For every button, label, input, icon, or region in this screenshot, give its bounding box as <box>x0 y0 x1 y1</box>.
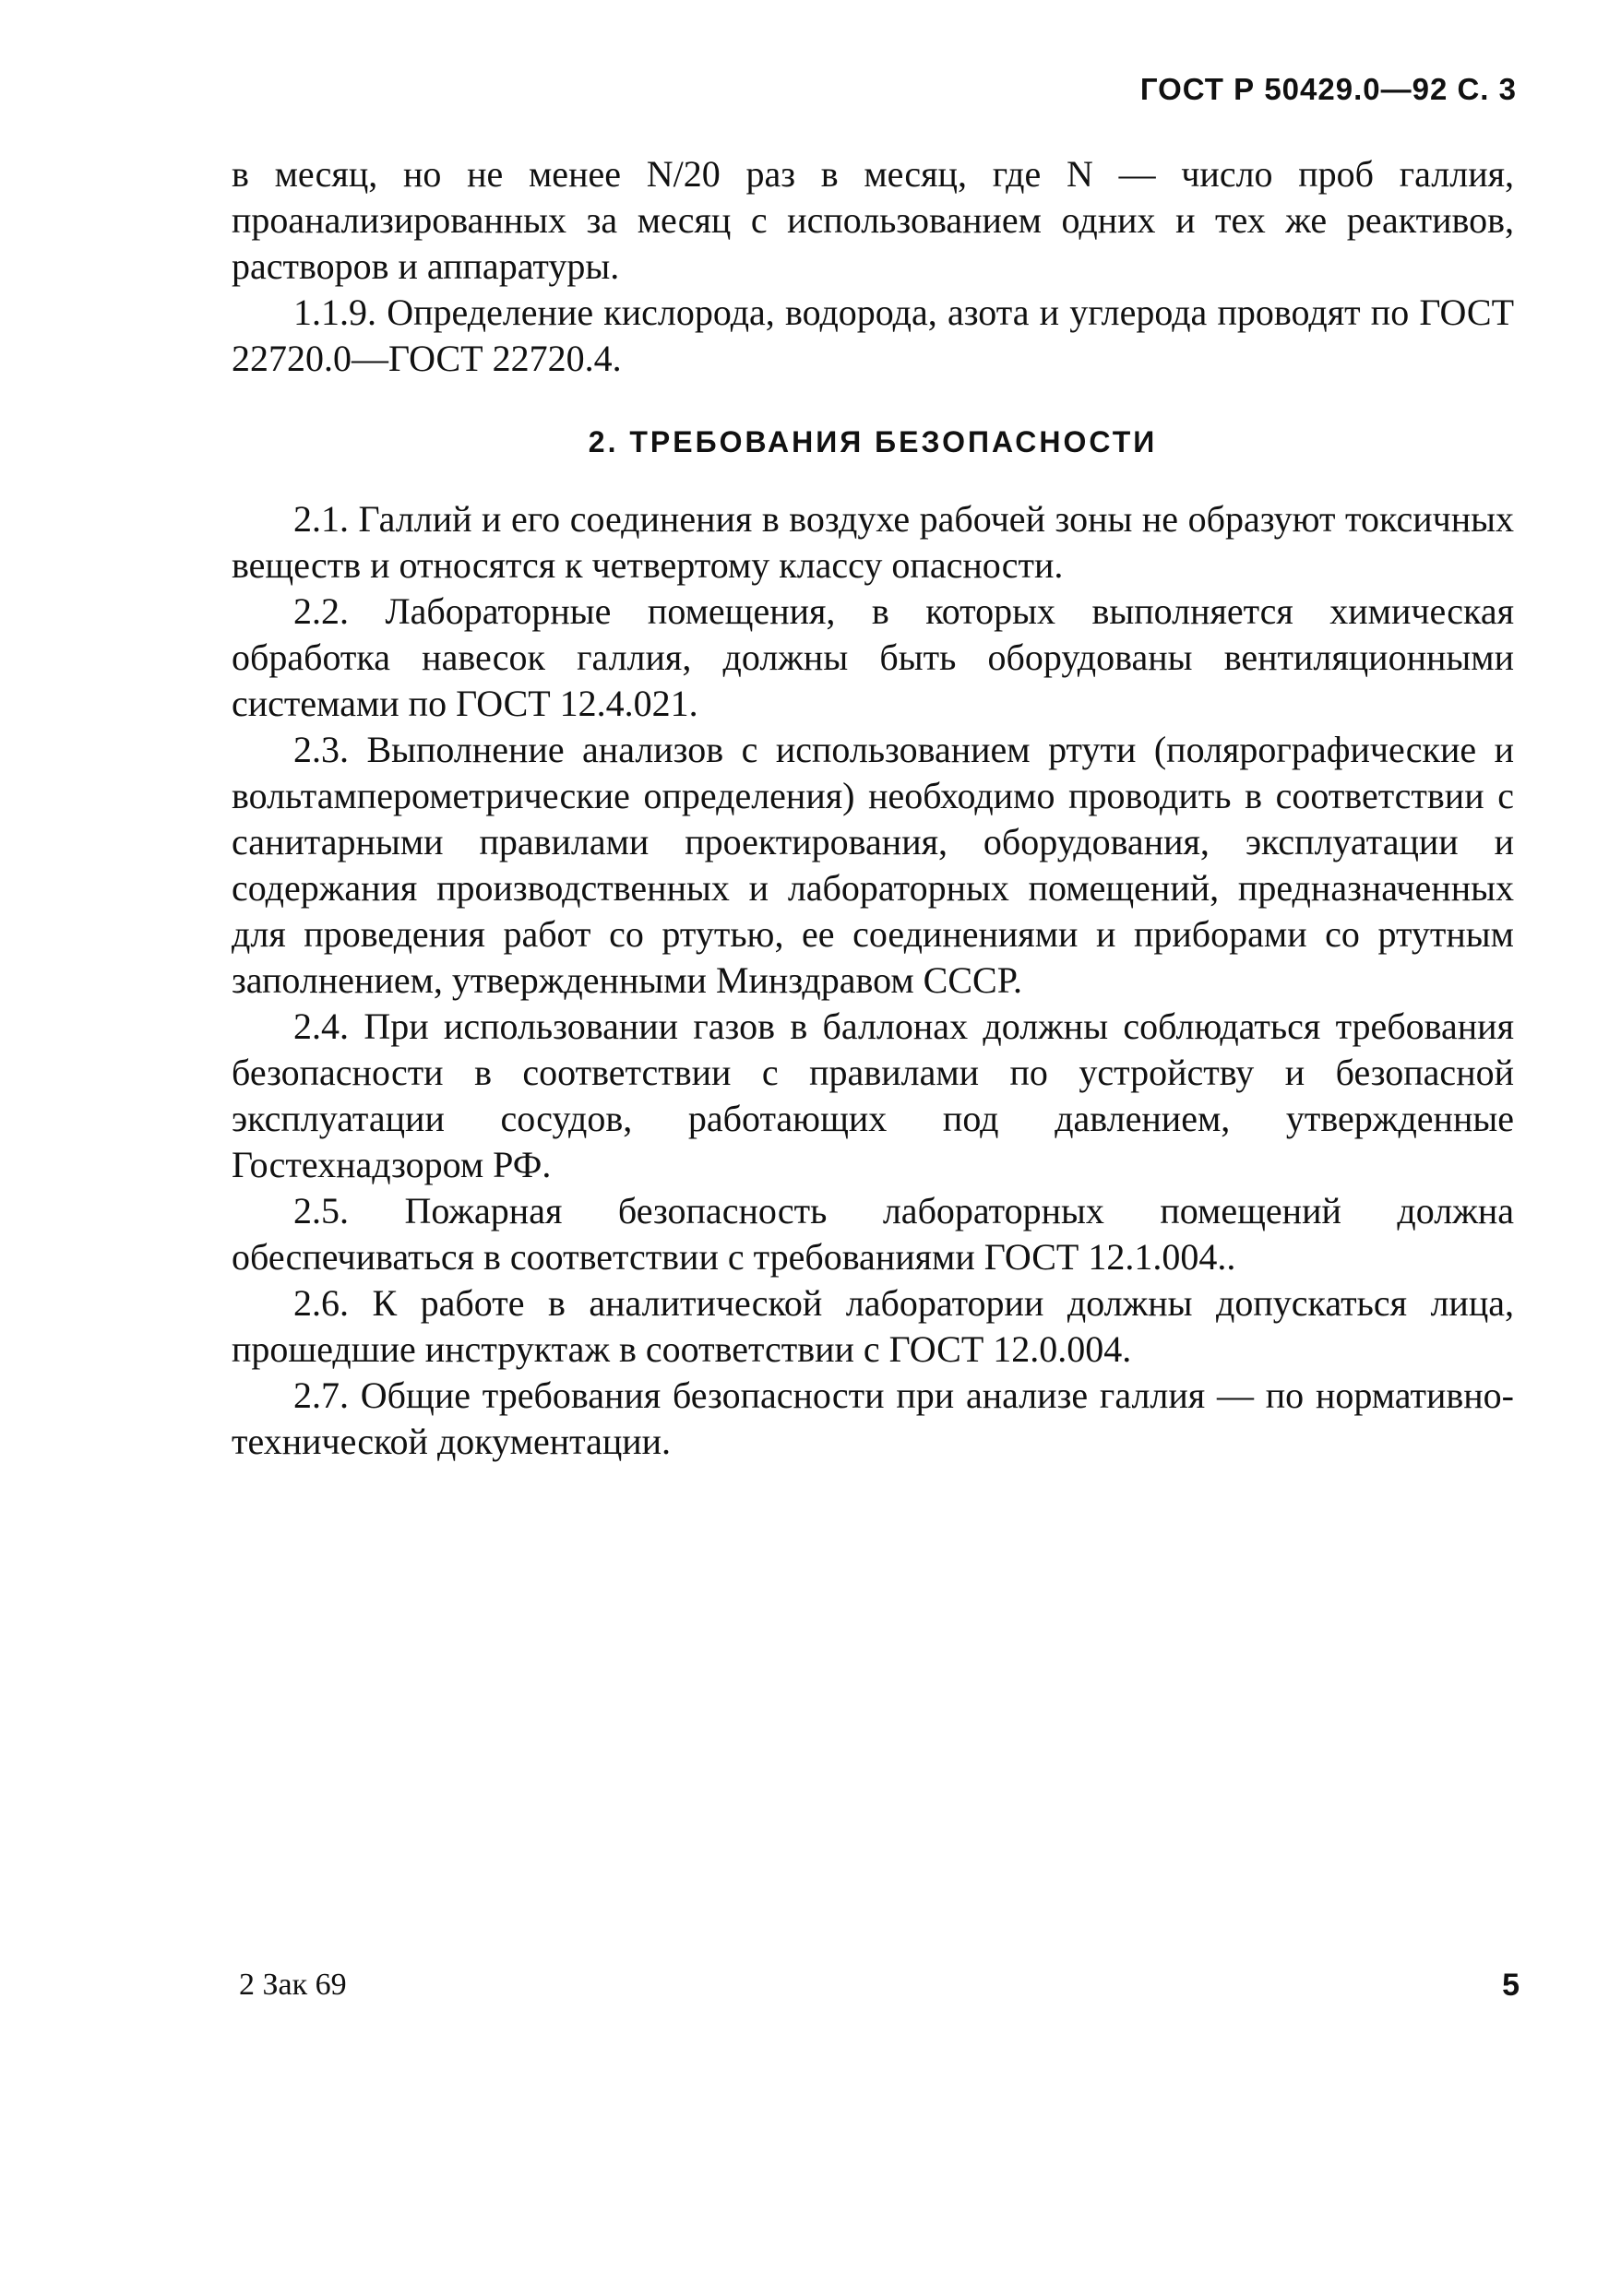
paragraph-2-2: 2.2. Лабораторные помещения, в которых выполняется химическая обработка навесок галлия, должны быть оборудованы вентиляционными системами по ГОСТ 12.4.021. <box>232 590 1514 724</box>
footer-order-note: 2 Зак 69 <box>239 1968 347 2002</box>
document-body <box>232 151 1514 1465</box>
paragraph-2-1: 2.1. Галлий и его соединения в воздухе рабочей зоны не образуют токсичных веществ и относятся к четвертому классу опасности. <box>232 498 1514 586</box>
paragraph-2-5: 2.5. Пожарная безопасность лабораторных помещений должна обеспечиваться в соответствии с требованиями ГОСТ 12.1.004.. <box>232 1190 1514 1278</box>
paragraph-1-1-9: 1.1.9. Определение кислорода, водорода, азота и углерода проводят по ГОСТ 22720.0—ГОСТ 22720.4. <box>232 291 1514 379</box>
paragraph-2-4: 2.4. При использовании газов в баллонах должны соблюдаться требования безопасности в соответствии с правилами по устройству и безопасной эксплуатации сосудов, работающих под давлением, утвержденные Гостехнадзором РФ. <box>232 1005 1514 1185</box>
paragraph-2-3: 2.3. Выполнение анализов с использованием ртути (полярографические и вольтамперометрические определения) необходимо проводить в соответствии с санитарными правилами проектирования, оборудования, эксплуатации и содержания производственных и лабораторных помещений, предназначенных для проведения работ со ртутью, ее соединениями и приборами со ртутным заполнением, утвержденными Минздравом СССР. <box>232 729 1514 1001</box>
paragraph-continuation: в месяц, но не менее N/20 раз в месяц, где N — число проб галлия, проанализированных за месяц с использованием одних и тех же реактивов, растворов и аппаратуры. <box>232 153 1514 287</box>
paragraph-2-7: 2.7. Общие требования безопасности при анализе галлия — по нормативно-технической документации. <box>232 1374 1514 1462</box>
section-heading-safety: 2. ТРЕБОВАНИЯ БЕЗОПАСНОСТИ <box>588 425 1158 458</box>
page-number: 5 <box>1502 1968 1520 2003</box>
paragraph-2-6: 2.6. К работе в аналитической лаборатории должны допускаться лица, прошедшие инструктаж в соответствии с ГОСТ 12.0.004. <box>232 1282 1514 1370</box>
page-header-standard-ref: ГОСТ Р 50429.0—92 С. 3 <box>1139 72 1517 106</box>
